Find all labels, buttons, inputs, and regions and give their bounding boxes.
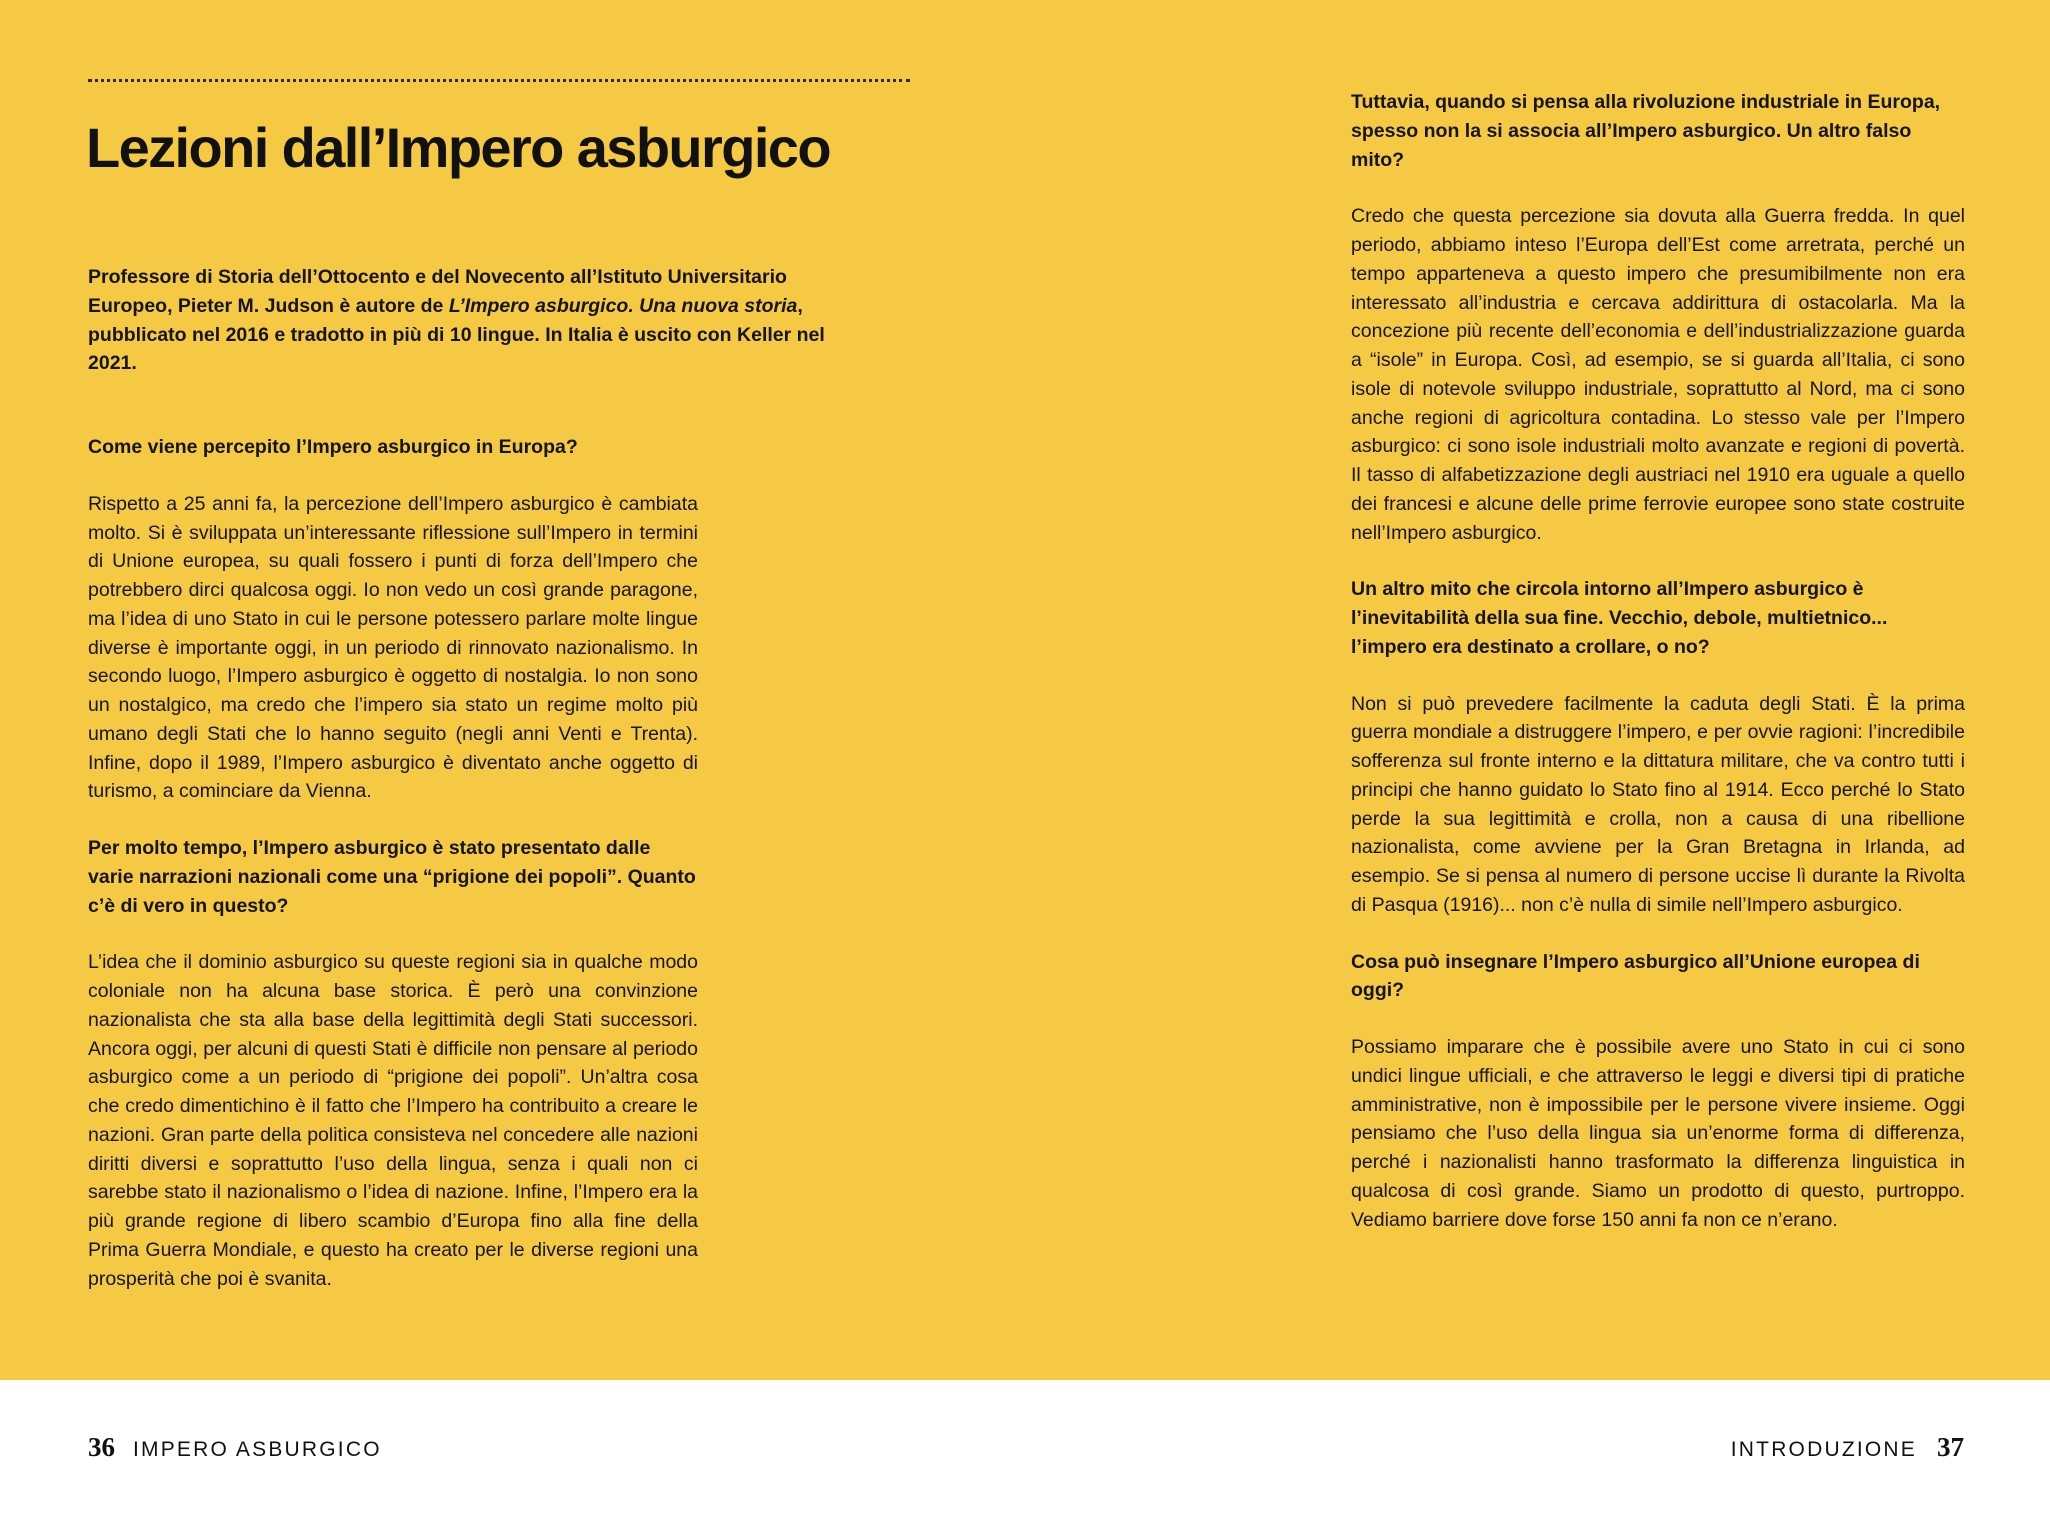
left-running-header: IMPERO ASBURGICO <box>133 1438 382 1461</box>
book-title: L’Impero asburgico. Una nuova storia <box>448 294 798 317</box>
footer-left <box>88 1432 382 1463</box>
intro-paragraph <box>88 263 848 378</box>
left-column <box>88 433 698 1321</box>
question-4: Un altro mito che circola intorno all’Impero asburgico è l’inevitabilità della sua fine. Vecchio, debole, multietnico... l’impero era destinato a crollare, o no? <box>1351 578 1888 658</box>
footer-right <box>1731 1432 1964 1463</box>
right-page-number: 37 <box>1937 1432 1964 1462</box>
question-3: Tuttavia, quando si pensa alla rivoluzione industriale in Europa, spesso non la si associa all’Impero asburgico. Un altro falso mito? <box>1351 91 1941 171</box>
question-5: Cosa può insegnare l’Impero asburgico all’Unione europea di oggi? <box>1351 950 1920 1002</box>
intro-text-2: , pubblicato nel 2016 e tradotto in più di 10 lingue. In Italia è uscito con Keller nel 2021. <box>88 294 825 375</box>
dotted-rule <box>88 79 910 82</box>
right-column <box>1351 88 1965 1262</box>
answer-3: Credo che questa percezione sia dovuta alla Guerra fredda. In quel periodo, abbiamo inteso l’Europa dell’Est come arretrata, perché un tempo apparteneva a questo impero che presumibilmente non era interessato all’industria e cercava addirittura di ostacolarla. Ma la concezione più recente dell’economia e dell’industrializzazione guarda a “isole” in Europa. Così, ad esempio, se si guarda all’Italia, ci sono isole di notevole sviluppo industriale, soprattutto al Nord, ma ci sono anche regioni di agricoltura contadina. Lo stesso vale per l’Impero asburgico: ci sono isole industriali molto avanzate e regioni di povertà. Il tasso di alfabetizzazione degli austriaci nel 1910 era uguale a quello dei francesi e alcune delle prime ferrovie europee sono state costruite nell’Impero asburgico. <box>1351 205 1965 544</box>
answer-2: L’idea che il dominio asburgico su queste regioni sia in qualche modo coloniale non ha alcuna base storica. È però una convinzione nazionalista che sta alla base della legittimità degli Stati successori. Ancora oggi, per alcuni di questi Stati è difficile non pensare al periodo asburgico come a un periodo di “prigione dei popoli”. Un’altra cosa che credo dimentichino è il fatto che l’Impero ha contribuito a creare le nazioni. Gran parte della politica consisteva nel concedere alle nazioni diritti diversi e soprattutto l’uso della lingua, senza i quali non ci sarebbe stato il nazionalismo o l’idea di nazione. Infine, l’Impero era la più grande regione di libero scambio d’Europa fino alla fine della Prima Guerra Mondiale, e questo ha creato per le diverse regioni una prosperità che poi è svanita. <box>88 951 698 1290</box>
page-title: Lezioni dall’Impero asburgico <box>86 116 830 179</box>
answer-5: Possiamo imparare che è possibile avere uno Stato in cui ci sono undici lingue ufficiali, e che attraverso le leggi e diversi tipi di pratiche amministrative, non è impossibile per le persone vivere insieme. Oggi pensiamo che l’uso della lingua sia un’enorme forma di differenza, perché i nazionalisti hanno trasformato la differenza linguistica in qualcosa di così grande. Siamo un prodotto di questo, purtroppo. Vediamo barriere dove forse 150 anni fa non ce n’erano. <box>1351 1036 1965 1231</box>
left-page-number: 36 <box>88 1432 115 1462</box>
right-running-header: INTRODUZIONE <box>1730 1438 1917 1461</box>
answer-4: Non si può prevedere facilmente la caduta degli Stati. È la prima guerra mondiale a distruggere l’impero, e per ovvie ragioni: l’incredibile sofferenza sul fronte interno e la dittatura militare, che va contro tutti i principi che hanno guidato lo Stato fino al 1914. Ecco perché lo Stato perde la sua legittimità e crolla, non a causa di una ribellione nazionalista, come avviene per la Gran Bretagna in Irlanda, ad esempio. Se si pensa al numero di persone uccise lì durante la Rivolta di Pasqua (1916)... non c’è nulla di simile nell’Impero asburgico. <box>1351 692 1965 916</box>
question-1: Come viene percepito l’Impero asburgico in Europa? <box>88 436 578 458</box>
intro-text-1: Professore di Storia dell’Ottocento e del Novecento all’Istituto Universitario Europeo, Pieter M. Judson è autore de <box>88 266 787 317</box>
question-2: Per molto tempo, l’Impero asburgico è stato presentato dalle varie narrazioni nazionali come una “prigione dei popoli”. Quanto c’è di vero in questo? <box>88 837 696 917</box>
answer-1: Rispetto a 25 anni fa, la percezione dell’Impero asburgico è cambiata molto. Si è sviluppata un’interessante riflessione sull’Impero in termini di Unione europea, su quali fossero i punti di forza dell’Impero che potrebbero dirci qualcosa oggi. Io non vedo un così grande paragone, ma l’idea di uno Stato in cui le persone potessero parlare molte lingue diverse è importante oggi, in un periodo di rinnovato nazionalismo. In secondo luogo, l’Impero asburgico è oggetto di nostalgia. Io non sono un nostalgico, ma credo che l’impero sia stato un regime molto più umano degli Stati che lo hanno seguito (negli anni Venti e Trenta). Infine, dopo il 1989, l’Impero asburgico è diventato anche oggetto di turismo, a cominciare da Vienna. <box>88 492 698 803</box>
